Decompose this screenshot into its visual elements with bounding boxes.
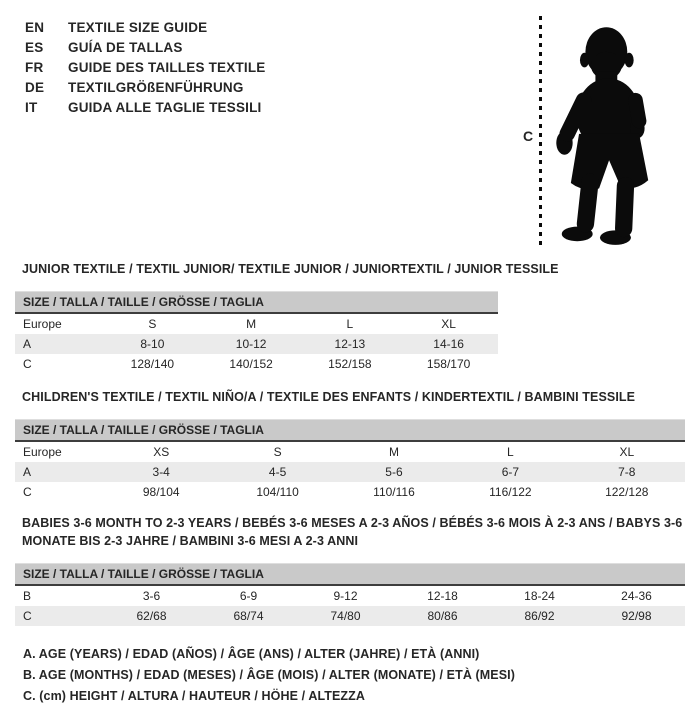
size-cell: M [246, 317, 257, 331]
age-cell: 7-8 [569, 462, 685, 482]
age-cell: 10-12 [202, 334, 301, 354]
legend [23, 644, 685, 707]
language-code: EN [25, 20, 45, 35]
height-dotted-line-icon [539, 16, 542, 248]
language-row-de [25, 78, 266, 98]
language-row-es [25, 38, 266, 58]
legend-line-age-years: A. AGE (YEARS) / EDAD (AÑOS) / ÂGE (ANS) / ALTER (JAHRE) / ETÀ (ANNI) [23, 647, 480, 661]
section-title-children: CHILDREN'S TEXTILE / TEXTIL NIÑO/A / TEXTILE DES ENFANTS / KINDERTEXTIL / BAMBINI TESSILE [22, 390, 636, 404]
age-cell: 18-24 [524, 589, 555, 603]
section-title-junior: JUNIOR TEXTILE / TEXTIL JUNIOR/ TEXTILE JUNIOR / JUNIORTEXTIL / JUNIOR TESSILE [22, 262, 559, 276]
language-code: FR [25, 60, 44, 75]
size-columns-header: SIZE / TALLA / TAILLE / GRÖSSE / TAGLIA [15, 292, 498, 314]
age-cell: 8-10 [103, 334, 202, 354]
height-cell: 68/74 [200, 606, 297, 626]
age-cell: 12-13 [301, 334, 400, 354]
language-title: TEXTILE SIZE GUIDE [68, 20, 208, 35]
age-cell: 12-18 [427, 589, 458, 603]
size-cell: S [148, 317, 157, 331]
height-cell: 74/80 [297, 606, 394, 626]
size-header-row [15, 564, 685, 586]
language-title: TEXTILGRÖßENFÜHRUNG [68, 80, 244, 95]
height-cell: 140/152 [229, 357, 273, 371]
height-measure-label: C [523, 128, 534, 144]
height-cell: 92/98 [588, 606, 685, 626]
height-cell: 122/128 [605, 485, 649, 499]
size-columns-header: SIZE / TALLA / TAILLE / GRÖSSE / TAGLIA [15, 420, 685, 442]
table-row-height [15, 606, 685, 626]
height-cell: 152/158 [328, 357, 372, 371]
size-columns-header: SIZE / TALLA / TAILLE / GRÖSSE / TAGLIA [15, 564, 685, 586]
language-title: GUIDE DES TAILLES TEXTILE [68, 60, 266, 75]
age-cell: 6-9 [239, 589, 258, 603]
language-list [25, 18, 266, 118]
header-area [15, 12, 685, 252]
language-title: GUÍA DE TALLAS [68, 40, 183, 55]
table-row-height [15, 354, 498, 374]
table-row-age-months [15, 585, 685, 606]
row-label: B [23, 589, 32, 603]
height-cell: 128/140 [130, 357, 175, 371]
section-children [15, 388, 685, 502]
age-cell: 5-6 [336, 462, 452, 482]
section-babies [15, 514, 685, 626]
size-cell: L [346, 317, 354, 331]
size-cell: M [388, 445, 399, 459]
row-label: Europe [23, 445, 62, 459]
toddler-silhouette-icon [549, 12, 681, 252]
height-cell: 110/116 [373, 485, 415, 499]
table-row-europe [15, 441, 685, 462]
language-title: GUIDA ALLE TAGLIE TESSILI [68, 100, 262, 115]
size-cell: XL [441, 317, 456, 331]
section-title-babies: BABIES 3-6 MONTH TO 2-3 YEARS / BEBÉS 3-6 MESES A 2-3 AÑOS / BÉBÉS 3-6 MOIS À 2-3 ANS / BABYS 3-6 MONATE BIS 2-3 JAHRE / BAMBINI 3-6 MESI A 2-3 ANNI [22, 516, 683, 548]
table-row-height [15, 482, 685, 502]
junior-size-table [15, 291, 498, 374]
row-label: A [15, 462, 103, 482]
height-cell: 116/122 [489, 485, 532, 499]
age-cell: 3-6 [142, 589, 161, 603]
table-row-age-years [15, 462, 685, 482]
height-cell: 80/86 [394, 606, 491, 626]
row-label: A [15, 334, 103, 354]
size-header-row [15, 420, 685, 442]
row-label: Europe [23, 317, 62, 331]
age-cell: 9-12 [333, 589, 358, 603]
age-cell: 14-16 [399, 334, 498, 354]
children-size-table [15, 419, 685, 502]
size-cell: S [273, 445, 282, 459]
row-label: C [23, 357, 32, 371]
size-cell: L [507, 445, 514, 459]
age-cell: 24-36 [621, 589, 652, 603]
language-code: ES [25, 40, 44, 55]
height-cell: 158/170 [426, 357, 471, 371]
age-cell: 3-4 [103, 462, 219, 482]
legend-line-height: C. (cm) HEIGHT / ALTURA / HAUTEUR / HÖHE / ALTEZZA [23, 689, 366, 703]
babies-size-table [15, 563, 685, 626]
row-label: C [15, 606, 103, 626]
language-code: DE [25, 80, 45, 95]
language-code: IT [25, 100, 38, 115]
language-row-fr [25, 58, 266, 78]
table-row-europe [15, 313, 498, 334]
age-cell: 4-5 [219, 462, 335, 482]
section-junior [15, 260, 685, 374]
table-row-age-years [15, 334, 498, 354]
height-figure [523, 12, 685, 252]
height-cell: 104/110 [256, 485, 299, 499]
height-cell: 86/92 [491, 606, 588, 626]
size-cell: XS [153, 445, 170, 459]
size-cell: XL [619, 445, 635, 459]
height-cell: 62/68 [103, 606, 200, 626]
size-header-row [15, 292, 498, 314]
row-label: C [23, 485, 32, 499]
age-cell: 6-7 [452, 462, 568, 482]
legend-line-age-months: B. AGE (MONTHS) / EDAD (MESES) / ÂGE (MOIS) / ALTER (MONATE) / ETÀ (MESI) [23, 668, 516, 682]
height-cell: 98/104 [142, 485, 180, 499]
language-row-en [25, 18, 266, 38]
language-row-it [25, 98, 266, 118]
